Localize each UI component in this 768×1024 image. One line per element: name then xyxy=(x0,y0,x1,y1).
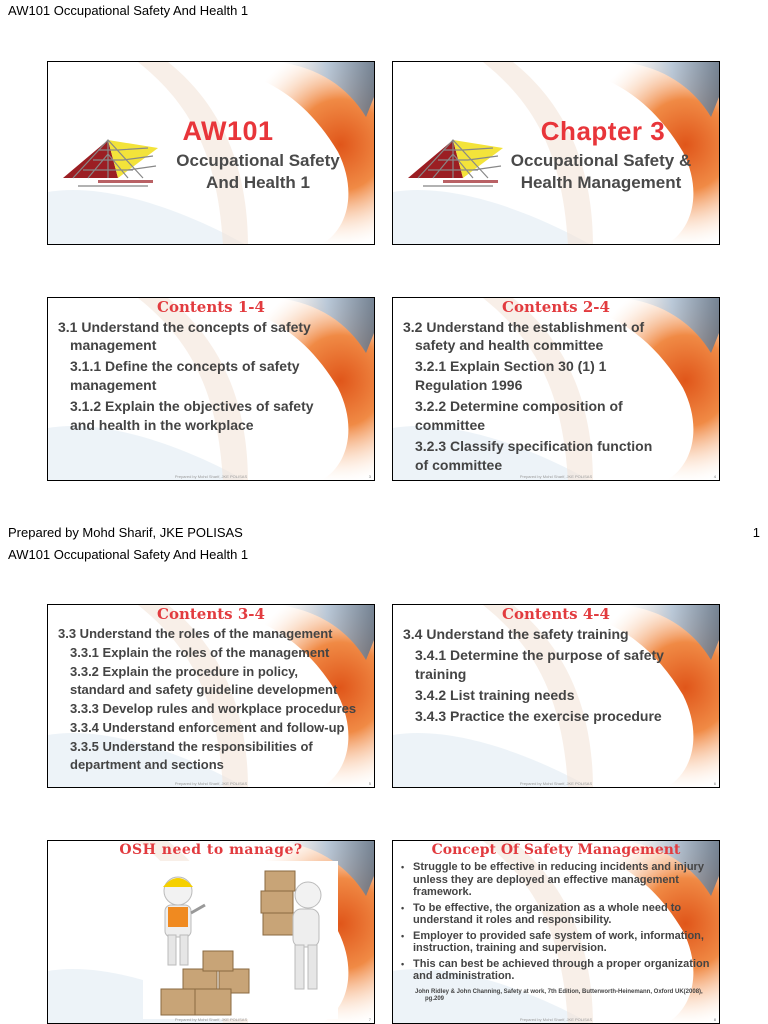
slide-concept-of-safety-management xyxy=(392,840,720,1024)
slide-title: AW101 xyxy=(182,116,274,146)
slide-title: Contents 4-4 xyxy=(502,605,610,623)
bullet-icon: • xyxy=(401,958,405,969)
bullet-item: • This can best be achieved through a proper organization and administration. xyxy=(401,957,710,982)
content-line: 3.3 Understand the roles of the management xyxy=(58,626,333,641)
slide-contents-1 xyxy=(47,297,375,481)
content-line: 3.4.3 Practice the exercise procedure xyxy=(415,708,662,724)
content-line: 3.4.1 Determine the purpose of safety xyxy=(415,647,664,663)
content-line: 3.2.3 Classify specification function xyxy=(415,438,653,454)
content-line: 3.4 Understand the safety training xyxy=(403,626,629,642)
content-line: 3.3.3 Develop rules and workplace procedures xyxy=(70,701,357,716)
slide-title: Contents 2-4 xyxy=(502,298,610,316)
content-line: standard and safety guideline development xyxy=(70,682,338,697)
slide-number: 5 xyxy=(368,781,371,786)
content-line: 3.2.2 Determine composition of xyxy=(415,398,623,414)
slide-footer: Prepared by Mohd Sharif, JKE POLISAS xyxy=(174,1017,248,1022)
slide-number: 6 xyxy=(713,781,716,786)
content-line: committee xyxy=(415,417,486,433)
bullet-item: • Struggle to be effective in reducing incidents and injury unless they are deployed an effective management framework. xyxy=(401,861,704,898)
bullet-item: • To be effective, the organization as a whole need to understand it roles and responsibility. xyxy=(401,901,682,926)
content-line: 3.4.2 List training needs xyxy=(415,687,575,703)
content-line: 3.1.1 Define the concepts of safety xyxy=(70,358,300,374)
page-header: AW101 Occupational Safety And Health 1 xyxy=(8,3,249,18)
slide-footer: Prepared by Mohd Sharif, JKE POLISAS xyxy=(174,474,248,479)
slide-osh-need-to-manage xyxy=(47,840,375,1024)
slide-title: Contents 1-4 xyxy=(157,298,265,316)
bullet-icon: • xyxy=(401,902,405,913)
content-line: and health in the workplace xyxy=(70,417,254,433)
content-line: 3.1.2 Explain the objectives of safety xyxy=(70,398,314,414)
slide-aw101-title xyxy=(47,61,375,245)
slide-body xyxy=(58,625,370,774)
slide-contents-4 xyxy=(392,604,720,788)
slide-chapter-3-title xyxy=(392,61,720,245)
slide-subtitle-2: Health Management xyxy=(520,173,682,192)
content-line: 3.3.5 Understand the responsibilities of xyxy=(70,739,313,754)
workers-carrying-boxes-illustration xyxy=(143,861,338,1019)
slide-footer: Prepared by Mohd Sharif, JKE POLISAS xyxy=(174,781,248,786)
page-number: 1 xyxy=(752,525,760,540)
content-line: 3.3.2 Explain the procedure in policy, xyxy=(70,664,299,679)
content-line: training xyxy=(415,666,467,682)
page-header: AW101 Occupational Safety And Health 1 xyxy=(8,547,249,562)
slide-footer: Prepared by Mohd Sharif, JKE POLISAS xyxy=(519,781,593,786)
content-line: 3.3.4 Understand enforcement and follow-up xyxy=(70,720,345,735)
slide-title: Contents 3-4 xyxy=(157,605,265,623)
slide-subtitle-2: And Health 1 xyxy=(206,173,310,192)
content-line: management xyxy=(70,337,157,353)
content-line: 3.3.1 Explain the roles of the management xyxy=(70,645,330,660)
reference-citation: John Ridley & John Channing, Safety at work, 7th Edition, Butterworth-Heinemann, Oxford UK(2008), pg.209 xyxy=(415,989,703,1002)
slide-body xyxy=(58,318,370,435)
slide-contents-3 xyxy=(47,604,375,788)
slide-number: 8 xyxy=(713,1017,716,1022)
slide-body xyxy=(403,625,715,726)
content-line: Regulation 1996 xyxy=(415,377,523,393)
slide-footer: Prepared by Mohd Sharif, JKE POLISAS xyxy=(519,1017,593,1022)
slide-title: OSH need to manage? xyxy=(119,842,303,858)
bullet-icon: • xyxy=(401,930,405,941)
slide-bullets xyxy=(401,861,713,986)
slide-contents-2 xyxy=(392,297,720,481)
content-line: of committee xyxy=(415,457,503,473)
slide-title: Concept Of Safety Management xyxy=(431,842,681,858)
content-line: 3.2.1 Explain Section 30 (1) 1 xyxy=(415,358,607,374)
content-line: 3.1 Understand the concepts of safety xyxy=(58,319,311,335)
slide-number: 3 xyxy=(368,474,371,479)
slide-number: 4 xyxy=(713,474,716,479)
bullet-icon: • xyxy=(401,862,405,872)
slide-number: 7 xyxy=(368,1017,371,1022)
slide-subtitle-1: Occupational Safety xyxy=(176,151,340,170)
content-line: management xyxy=(70,377,157,393)
slide-subtitle-1: Occupational Safety & xyxy=(510,151,692,170)
content-line: 3.2 Understand the establishment of xyxy=(403,319,645,335)
bullet-item: • Employer to provided safe system of work, information, instruction, training and supervision. xyxy=(401,929,704,954)
slide-body xyxy=(403,318,715,475)
content-line: department and sections xyxy=(70,757,224,772)
page-footer-left: Prepared by Mohd Sharif, JKE POLISAS xyxy=(8,525,243,540)
content-line: safety and health committee xyxy=(415,337,604,353)
slide-footer: Prepared by Mohd Sharif, JKE POLISAS xyxy=(519,474,593,479)
slide-title: Chapter 3 xyxy=(540,116,666,146)
